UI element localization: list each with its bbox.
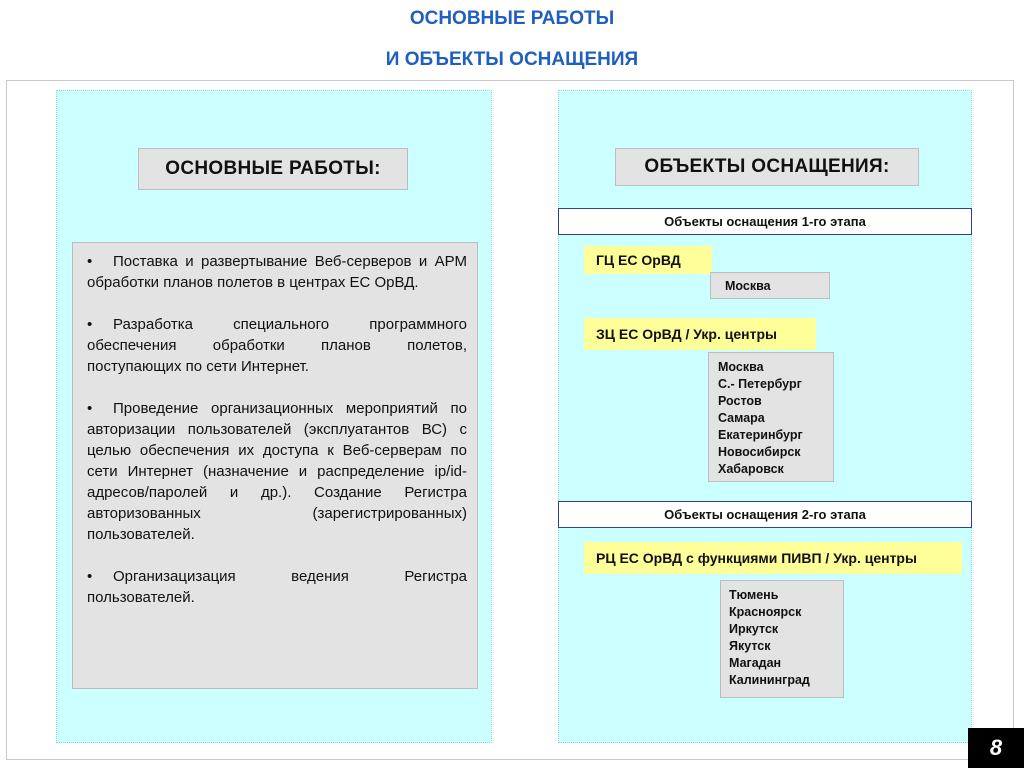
stage-2-label: Объекты оснащения 2-го этапа <box>558 501 972 528</box>
city-item: Москва <box>718 360 764 374</box>
bullet-icon: • <box>87 568 93 585</box>
stage-1-label: Объекты оснащения 1-го этапа <box>558 208 972 235</box>
main-works-list <box>87 251 467 608</box>
list-item-text: Поставка и развертывание Веб-серверов и АРМ обработки планов полетов в центрах ЕС ОрВД. <box>87 253 467 291</box>
city-list <box>725 278 829 295</box>
city-item: Магадан <box>729 656 782 670</box>
city-item: Екатеринбург <box>718 428 803 442</box>
stage-2-group-rc: РЦ ЕС ОрВД с функциями ПИВП / Укр. центры <box>584 542 962 574</box>
city-list <box>729 587 843 689</box>
city-item: Тюмень <box>729 588 779 602</box>
list-item-text: Разработка специального программного обеспечения обработки планов полетов, поступающих по сети Интернет. <box>87 316 467 375</box>
city-item: Москва <box>725 279 771 293</box>
bullet-icon: • <box>87 400 93 417</box>
stage-1-group-gc-cities <box>710 272 830 299</box>
city-item: Иркутск <box>729 622 779 636</box>
list-item-text: Организацизация ведения Регистра пользователей. <box>87 568 467 606</box>
slide-title-line-2: И ОБЪЕКТЫ ОСНАЩЕНИЯ <box>385 49 639 70</box>
list-item <box>87 251 467 293</box>
bullet-icon: • <box>87 316 93 333</box>
list-item <box>87 398 467 545</box>
city-item: Хабаровск <box>718 462 784 476</box>
equipment-objects-heading: ОБЪЕКТЫ ОСНАЩЕНИЯ: <box>615 148 919 186</box>
city-item: Якутск <box>729 639 771 653</box>
stage-2-group-rc-cities <box>720 580 844 698</box>
main-works-list-box <box>72 242 478 689</box>
city-item: Самара <box>718 411 765 425</box>
list-item-text: Проведение организационных мероприятий по авторизации пользователей (эксплуатантов ВС) с целью обеспечения их доступа к Веб-серверам по сети Интернет (назначение и распределение ip/id-адресов/паролей и др.). Создание Регистра авторизованных (зарегистрированных) пользователей. <box>87 400 467 543</box>
main-works-heading: ОСНОВНЫЕ РАБОТЫ: <box>138 148 408 190</box>
page-number: 8 <box>968 728 1024 768</box>
city-item: Новосибирск <box>718 445 801 459</box>
bullet-icon: • <box>87 253 93 270</box>
stage-1-group-gc: ГЦ ЕС ОрВД <box>584 246 712 274</box>
city-item: Красноярск <box>729 605 802 619</box>
stage-1-group-zc-cities <box>708 352 834 482</box>
list-item <box>87 566 467 608</box>
stage-1-group-zc: ЗЦ ЕС ОрВД / Укр. центры <box>584 318 816 350</box>
city-list <box>718 359 833 478</box>
city-item: С.- Петербург <box>718 377 802 391</box>
list-item <box>87 314 467 377</box>
slide-title-line-1: ОСНОВНЫЕ РАБОТЫ <box>409 8 615 29</box>
city-item: Калининград <box>729 673 810 687</box>
city-item: Ростов <box>718 394 762 408</box>
